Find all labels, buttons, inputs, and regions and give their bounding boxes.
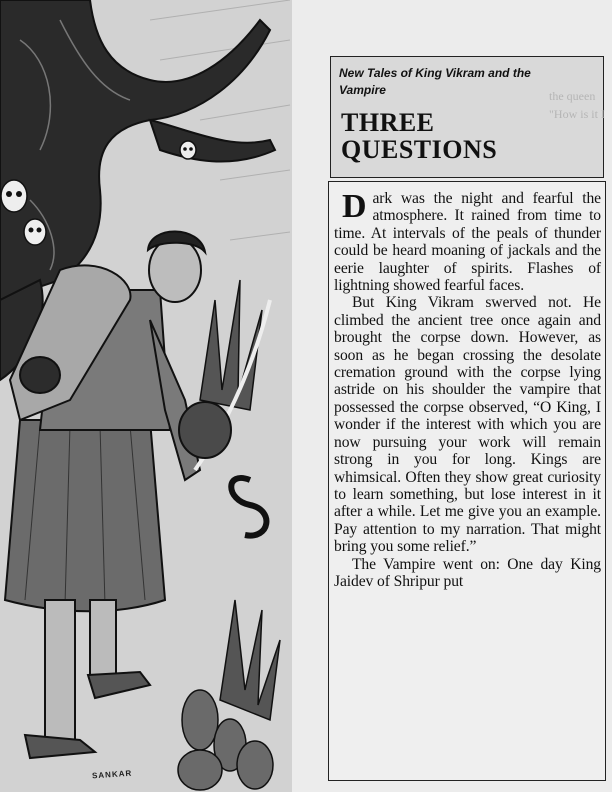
title-box bbox=[330, 56, 604, 178]
story-page bbox=[292, 0, 612, 792]
artist-signature: SANKAR bbox=[91, 768, 133, 781]
story-text-box bbox=[328, 181, 606, 781]
illustration-panel bbox=[0, 0, 294, 792]
story-paragraph-1 bbox=[334, 190, 601, 294]
paragraph-1-text: ark was the night and fearful the atmosphere. It rained from time to time. At intervals of the peals of thunder could be heard moaning of jackals and the eerie laughter of spirits. Flashes of lightning showed fearful faces. bbox=[334, 190, 601, 295]
story-paragraph-2: But King Vikram swerved not. He climbed the ancient tree once again and brought the corpse down. However, as soon as he began crossing the desolate cremation ground with the corpse lying astride on his shoulder the vampire that possessed the corpse observed, “O King, I wonder if the interest with which you are now pursuing your work will remain strong in you for long. Kings are whimsical. Often they show great curiosity to learn something, but lose interest in it after a while. Let me give you an example. Pay attention to my narration. That might bring you some relief.” bbox=[334, 294, 601, 556]
story-paragraph-3: The Vampire went on: One day King Jaidev of Shripur put bbox=[334, 555, 601, 590]
story-title: THREE QUESTIONS bbox=[341, 108, 498, 164]
drop-cap: D bbox=[342, 188, 367, 225]
vikram-vampire-illustration bbox=[0, 0, 292, 792]
bleed-through-text: the queen "How is it I bbox=[549, 89, 605, 121]
series-title: New Tales of King Vikram and the Vampire bbox=[339, 66, 531, 97]
